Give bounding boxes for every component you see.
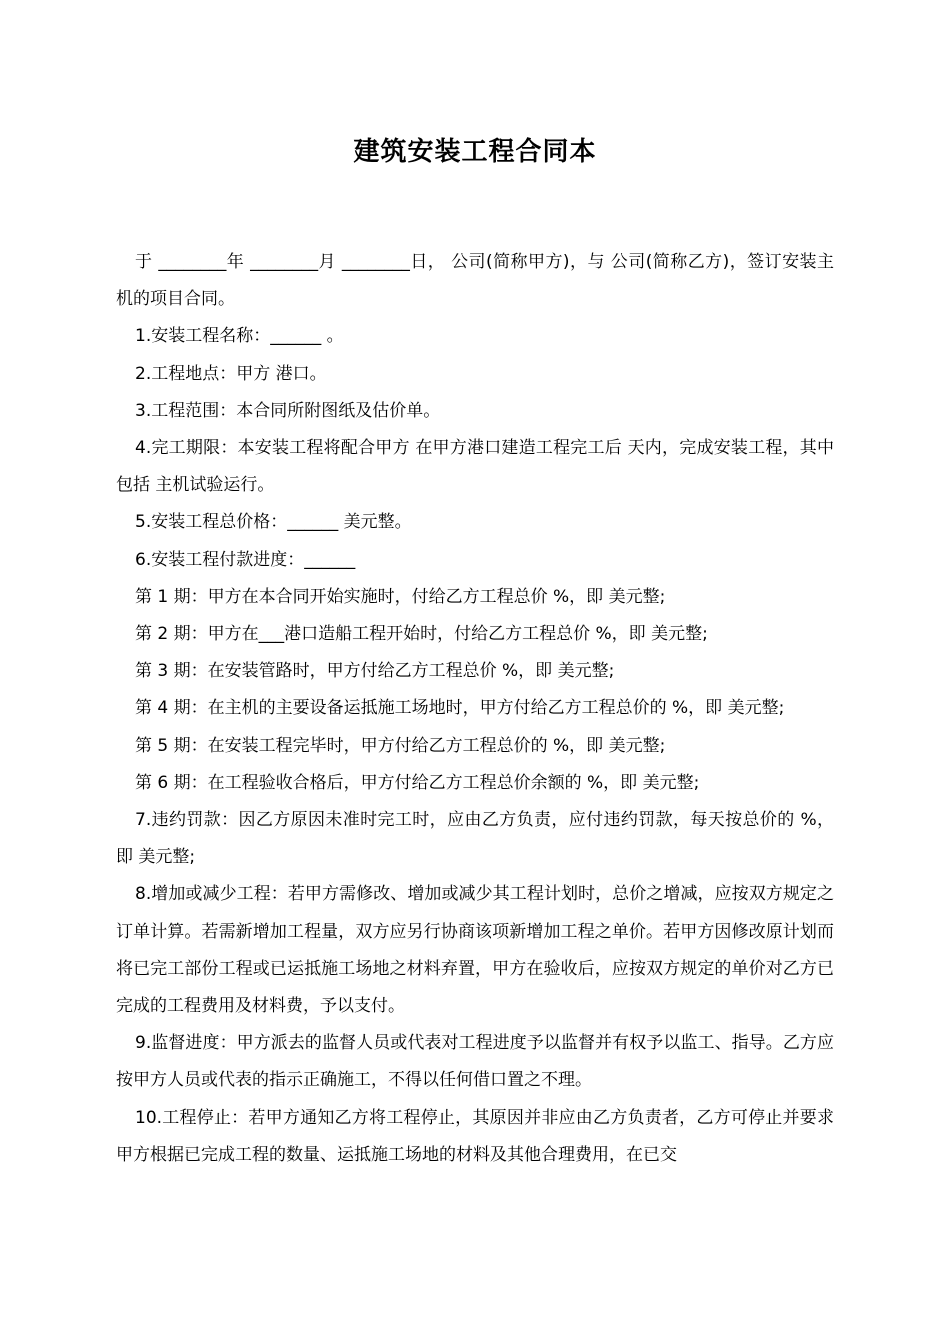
paragraph-intro: 于 ________年 ________月 ________日， 公司(简称甲方)，与 公司(简称乙方)，签订安装主机的项目合同。 [116, 252, 834, 310]
clause-5: 5.安装工程总价格：______ 美元整。 [135, 512, 412, 533]
clause-7: 7.违约罚款：因乙方原因未准时完工时，应由乙方负责，应付违约罚款，每天按总价的 %，即 美元整; [116, 810, 834, 868]
clause-9: 9.监督进度：甲方派去的监督人员或代表对工程进度予以监督并有权予以监工、指导。乙方应按甲方人员或代表的指示正确施工，不得以任何借口置之不理。 [116, 1033, 834, 1091]
clause-3: 3.工程范围：本合同所附图纸及估价单。 [135, 400, 441, 421]
payment-phase-4: 第 4 期：在主机的主要设备运抵施工场地时，甲方付给乙方工程总价的 %，即 美元整; [135, 698, 785, 719]
payment-phase-3: 第 3 期：在安装管路时，甲方付给乙方工程总价 %，即 美元整; [135, 661, 615, 682]
payment-phase-5: 第 5 期：在安装工程完毕时，甲方付给乙方工程总价的 %，即 美元整; [135, 735, 666, 756]
document-title: 建筑安装工程合同本 [353, 137, 597, 167]
payment-phase-6: 第 6 期：在工程验收合格后，甲方付给乙方工程总价余额的 %，即 美元整; [135, 772, 700, 793]
clause-8: 8.增加或减少工程：若甲方需修改、增加或减少其工程计划时，总价之增减，应按双方规定之订单计算。若需新增加工程量，双方应另行协商该项新增加工程之单价。若甲方因修改原计划而将已完工部份工程或已运抵施工场地之材料弃置，甲方在验收后，应按双方规定的单价对乙方已完成的工程费用及材料费，予以支付。 [116, 884, 834, 1017]
clause-2: 2.工程地点：甲方 港口。 [135, 363, 327, 384]
document-body [116, 244, 834, 1174]
payment-phase-1: 第 1 期：甲方在本合同开始实施时，付给乙方工程总价 %，即 美元整; [135, 586, 666, 607]
clause-4: 4.完工期限：本安装工程将配合甲方 在甲方港口建造工程完工后 天内，完成安装工程，其中包括 主机试验运行。 [116, 438, 834, 496]
clause-1: 1.安装工程名称：______ 。 [135, 326, 344, 347]
payment-phase-2: 第 2 期：甲方在___港口造船工程开始时，付给乙方工程总价 %，即 美元整; [135, 624, 708, 645]
clause-10: 10.工程停止：若甲方通知乙方将工程停止，其原因并非应由乙方负责者，乙方可停止并要求甲方根据已完成工程的数量、运抵施工场地的材料及其他合理费用，在已交 [116, 1107, 834, 1165]
clause-6: 6.安装工程付款进度：______ [135, 549, 356, 570]
